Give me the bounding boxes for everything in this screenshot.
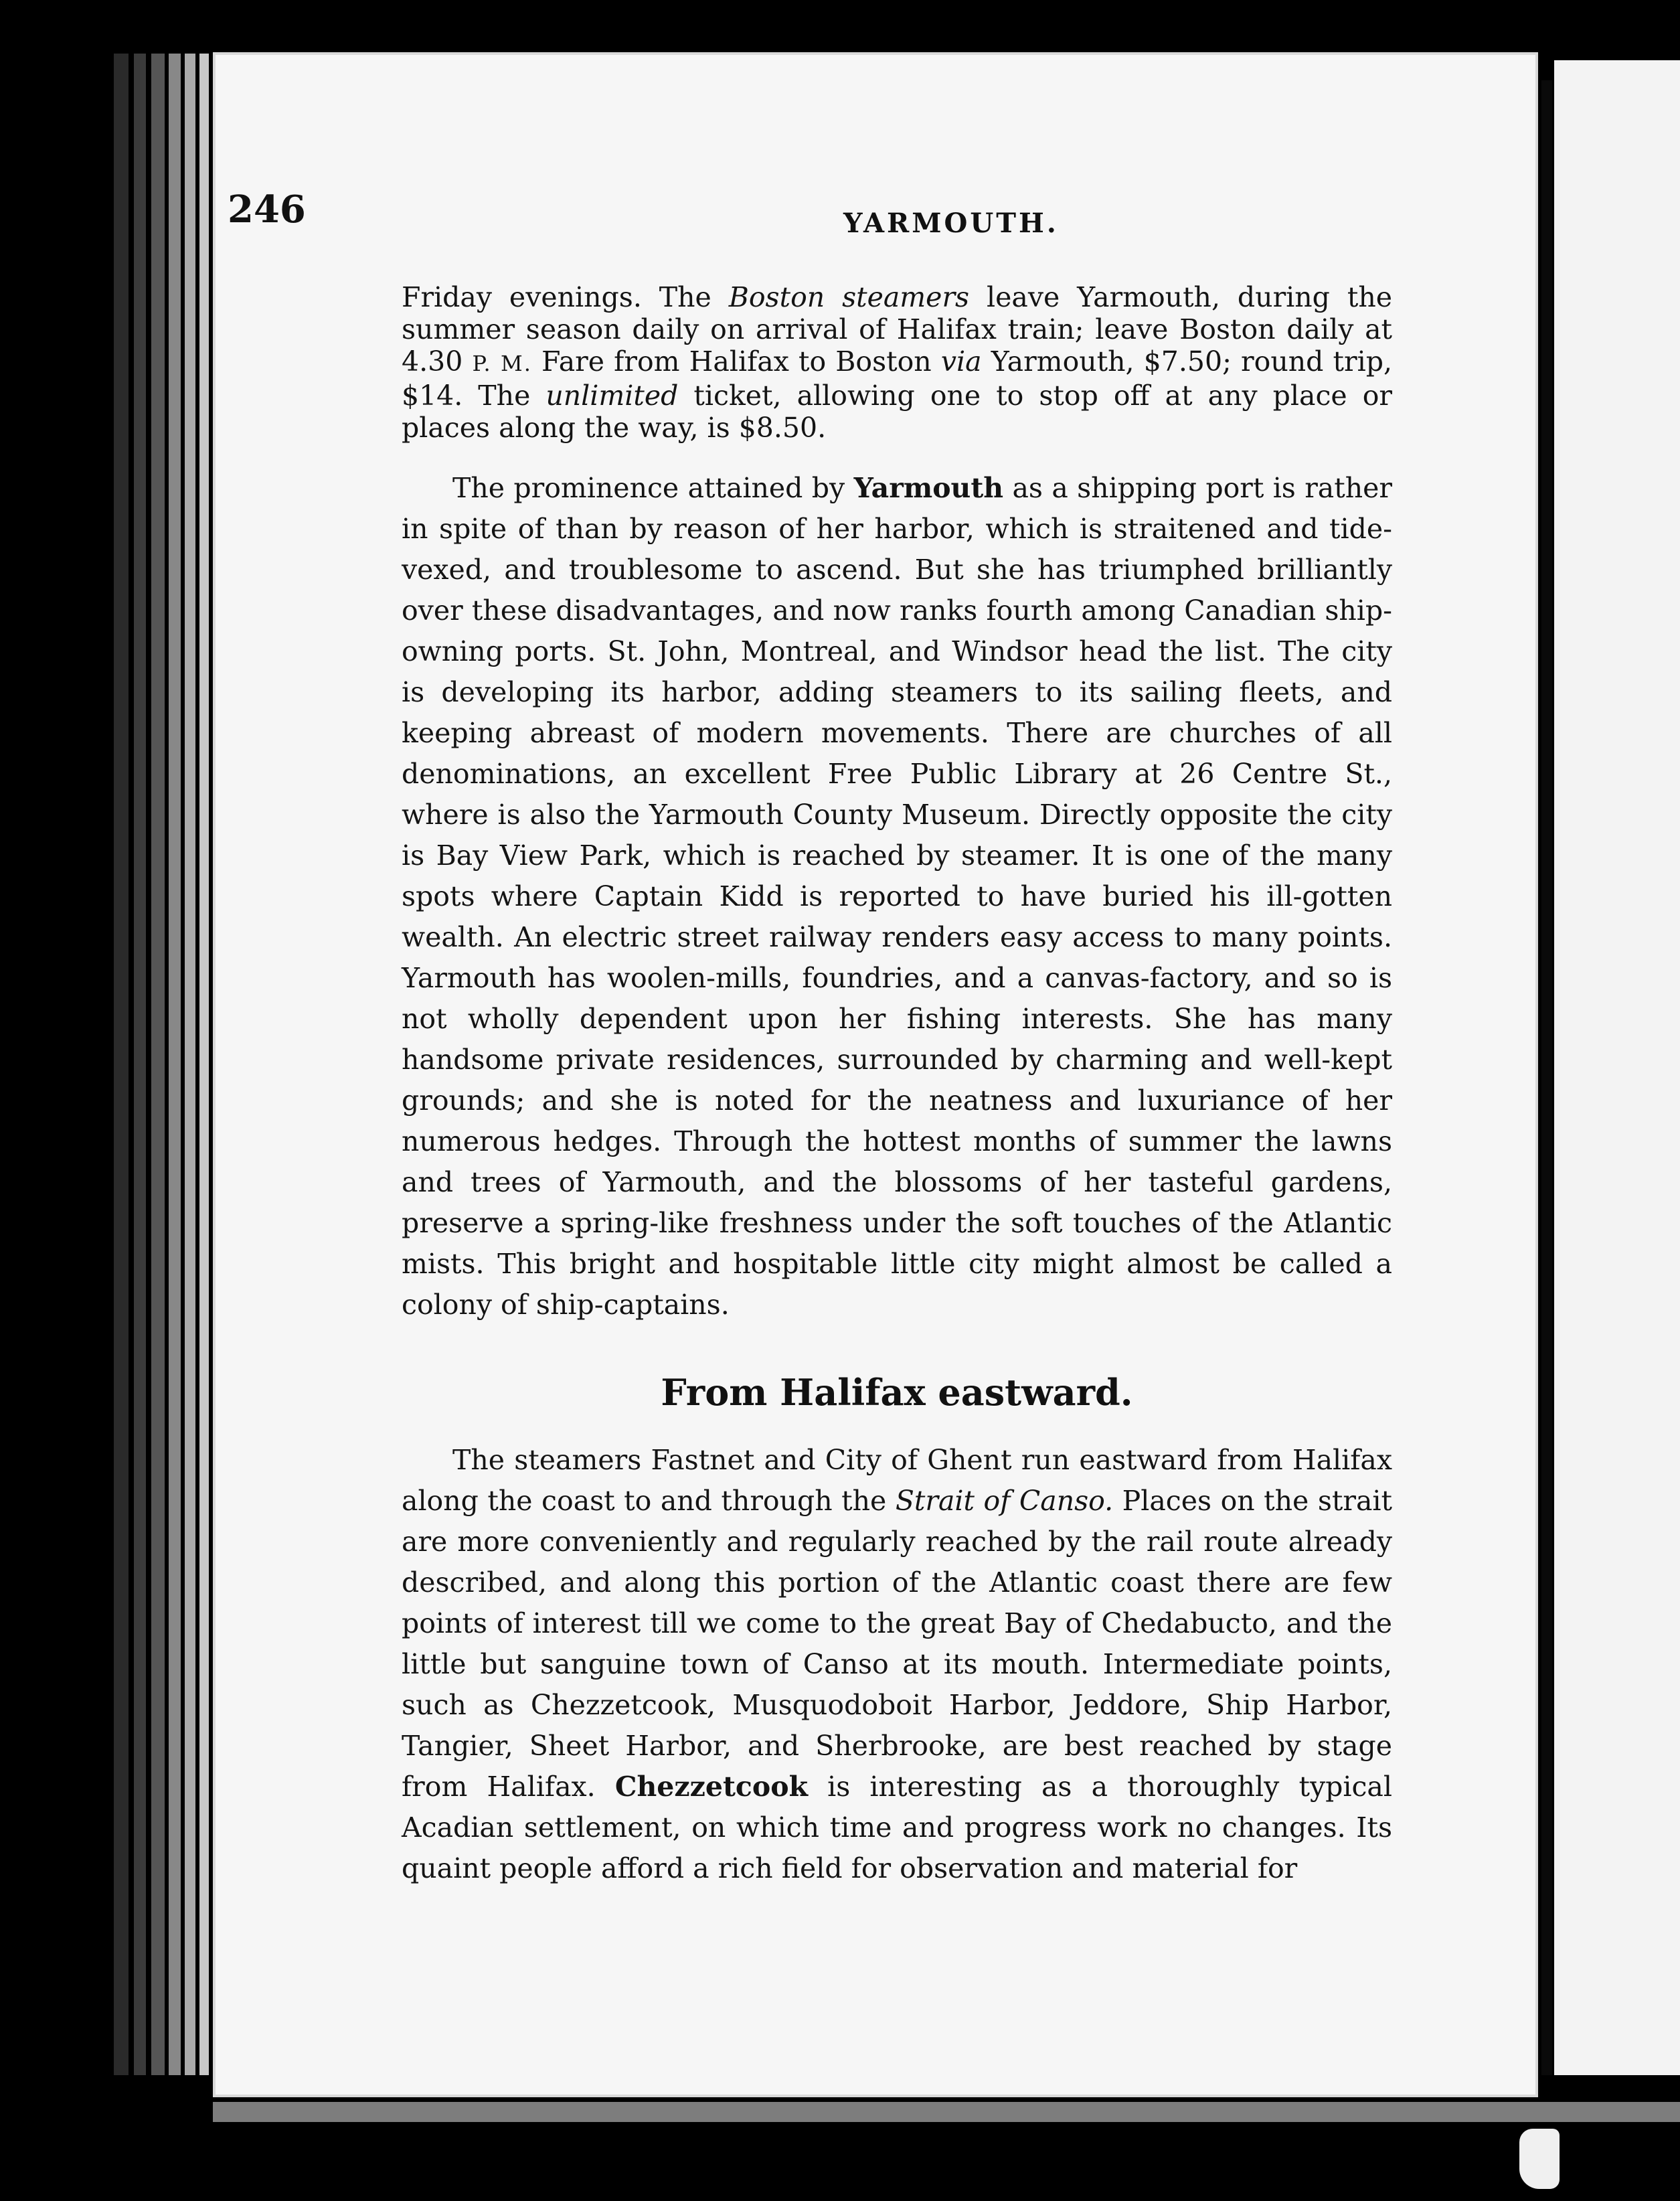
text-run: The prominence attained by	[452, 472, 854, 504]
text-run: Yarmouth, $7.50; round trip, $14. The	[402, 345, 1393, 412]
paragraph-halifax-eastward	[402, 1440, 1392, 1889]
facing-page-edge	[1554, 60, 1680, 2075]
small-caps-text: P. M.	[472, 351, 532, 376]
section-heading: From Halifax eastward.	[661, 1371, 1133, 1414]
scan-artifact	[1519, 2129, 1560, 2189]
page-bottom-edge	[213, 2102, 1680, 2122]
text-run: as a shipping port is rather in spite of than by reason of her harbor, which is straitened and tide-vexed, and troublesome to ascend. But she has triumphed brilliantly over these disadvantages, and now ranks fourth among Canadian ship-owning ports. St. John, Montreal, and Windsor head the list. The city is developing its harbor, adding steamers to its sailing fleets, and keeping abreast of modern movements. There are churches of all denominations, an excellent Free Public Library at 26 Centre St., where is also the Yarmouth County Museum. Directly opposite the city is Bay View Park, which is reached by steamer. It is one of the many spots where Captain Kidd is reported to have buried his ill-gotten wealth. An electric street railway renders easy access to many points. Yarmouth has woolen-mills, foundries, and a canvas-factory, and so is not wholly dependent upon her fishing interests. She has many handsome private residences, surrounded by charming and well-kept grounds; and she is noted for the neatness and luxuriance of her numerous hedges. Through the hottest months of summer the lawns and trees of Yarmouth, and the blossoms of her tasteful gardens, preserve a spring-like freshness under the soft touches of the Atlantic mists. This bright and hospitable little city might almost be called a colony of ship-captains.	[402, 472, 1392, 1321]
running-head: YARMOUTH.	[843, 208, 1059, 239]
book-edge	[151, 54, 165, 2075]
paragraph-yarmouth	[402, 468, 1392, 1325]
bold-text: Chezzetcook	[614, 1771, 808, 1803]
italic-text: unlimited	[545, 380, 679, 412]
text-run: Friday evenings. The	[402, 281, 729, 313]
book-edge-dark	[114, 54, 129, 2075]
text-run: leave Yarmouth, during the summer season daily on arrival of Halifax train; leave Boston daily at 4.30	[402, 281, 1392, 378]
italic-text: via	[940, 345, 982, 378]
italic-text: Strait of Canso.	[895, 1485, 1114, 1517]
text-run: Places on the strait are more conveniently and regularly reached by the rail route already described, and along this portion of the Atlantic coast there are few points of interest till we come to the great Bay of Chedabucto, and the little but sanguine town of Canso at its mouth. Intermediate points, such as Chezzetcook, Musquodoboit Harbor, Jeddore, Ship Harbor, Tangier, Sheet Harbor, and Sherbrooke, are best reached by stage from Halifax.	[402, 1485, 1392, 1803]
text-run: The steamers Fastnet and City of Ghent run eastward from Halifax along the coast to and through the	[402, 1444, 1392, 1517]
paragraph-fares	[402, 281, 1392, 444]
italic-text: Boston steamers	[728, 281, 970, 313]
book-edge	[134, 54, 146, 2075]
text-run: Fare from Halifax to Boston	[531, 345, 941, 378]
book-edge-light	[199, 54, 209, 2075]
book-edge	[185, 54, 195, 2075]
book-edge	[169, 54, 181, 2075]
page-header	[228, 161, 1352, 261]
body-text	[402, 281, 1392, 1889]
page-number: 246	[228, 187, 306, 232]
page-gutter	[1541, 80, 1552, 2075]
text-run: is interesting as a thoroughly typical Acadian settlement, on which time and progress work no changes. Its quaint people afford a rich field for observation and material for	[402, 1771, 1392, 1884]
text-run: ticket, allowing one to stop off at any place or places along the way, is $8.50.	[402, 380, 1392, 444]
bold-text: Yarmouth	[853, 472, 1004, 504]
